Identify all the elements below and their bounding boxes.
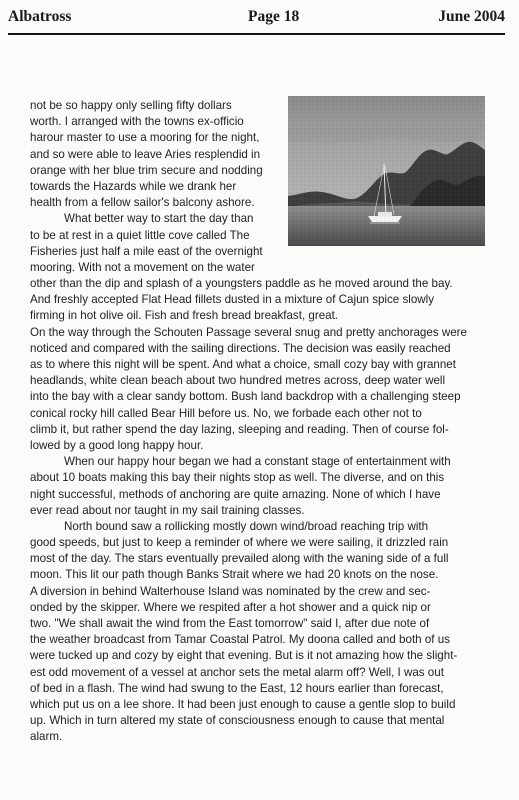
article-line: Fisheries just half a mile east of the overnight xyxy=(30,244,263,258)
article-line: onded by the skipper. Where we respited after a hot shower and a quick nip or xyxy=(30,600,431,614)
article-line: night successful, methods of anchoring are quite amazing. None of which I have xyxy=(30,487,441,501)
article-line: were tucked up and cozy by eight that evening. But is it not amazing how the slight- xyxy=(30,649,458,663)
article-line: orange with her blue trim secure and nodding xyxy=(30,163,263,177)
article-line: mooring. With not a movement on the water xyxy=(30,260,255,274)
article-line: about 10 boats making this bay their nights stop as well. The diverse, and on this xyxy=(30,471,445,485)
article-line: alarm. xyxy=(30,730,63,744)
article-line: the weather broadcast from Tamar Coastal Patrol. My doona called and both of us xyxy=(30,633,450,647)
article-line: up. Which in turn altered my state of consciousness enough to cause that mental xyxy=(30,714,445,728)
page-number: Page 18 xyxy=(248,8,300,25)
article-line: headlands, white clean beach about two hundred metres across, deep water well xyxy=(30,374,446,388)
article-body xyxy=(30,98,490,746)
article-line: health from a fellow sailor's balcony ashore. xyxy=(30,196,255,210)
header-rule xyxy=(8,33,505,35)
page-header xyxy=(8,4,505,32)
article-line: firming in hot olive oil. Fish and fresh bread breakfast, great. xyxy=(30,309,339,323)
article-line: and so were able to leave Aries resplendid in xyxy=(30,147,261,161)
article-line: two. "We shall await the wind from the East tomorrow" said I, after due note of xyxy=(30,617,430,630)
article-line: to be at rest in a quiet little cove called The xyxy=(30,228,250,242)
article-line: into the bay with a clear sandy bottom. Bush land backdrop with a challenging steep xyxy=(30,390,461,404)
article-line: noticed and compared with the sailing directions. The decision was easily reached xyxy=(30,341,451,355)
article-line: other than the dip and splash of a youngsters paddle as he moved around the bay. xyxy=(30,277,453,291)
article-line: When our happy hour began we had a constant stage of entertainment with xyxy=(64,455,451,469)
article-line: And freshly accepted Flat Head fillets dusted in a mixture of Cajun spice slowly xyxy=(30,293,435,307)
article-line: not be so happy only selling fifty dollars xyxy=(30,99,232,112)
article-line: moon. This lit our path though Banks Strait where we had 20 knots on the nose. xyxy=(30,568,439,582)
article-line: most of the day. The stars eventually prevailed along with the waning side of a full xyxy=(30,552,449,566)
article-line: A diversion in behind Walterhouse Island was nominated by the crew and sec- xyxy=(30,584,431,598)
article-line: worth. I arranged with the towns ex-officio xyxy=(30,115,244,129)
article-line: climb it, but rather spend the day lazing, sleeping and reading. Then of course fol- xyxy=(30,422,449,436)
article-line: harour master to use a mooring for the night, xyxy=(30,131,260,145)
publication-title: Albatross xyxy=(8,8,72,25)
issue-date: June 2004 xyxy=(438,8,505,25)
article-line: lowed by a good long happy hour. xyxy=(30,438,204,452)
article-line: of bed in a flash. The wind had swung to the East, 12 hours earlier than forecast, xyxy=(30,681,444,695)
article-line: ever read about nor taught in my sail training classes. xyxy=(30,503,305,517)
article-line: towards the Hazards while we drank her xyxy=(30,179,237,193)
article-line: as to where this night will be spent. And what a choice, small cozy bay with grannet xyxy=(30,358,456,371)
article-line: North bound saw a rollicking mostly down wind/broad reaching trip with xyxy=(64,519,429,533)
article-line: est odd movement of a vessel at anchor sets the metal alarm off? Well, I was out xyxy=(30,665,444,679)
article-line: On the way through the Schouten Passage several snug and pretty anchorages were xyxy=(30,325,467,339)
article-line: good speeds, but just to keep a reminder of where we were sailing, it drizzled rain xyxy=(30,536,449,550)
article-line: which put us on a lee shore. It had been just enough to cause a gentle slop to build xyxy=(30,697,456,711)
article-line: What better way to start the day than xyxy=(64,212,254,226)
article-line: conical rocky hill called Bear Hill before us. No, we forbade each other not to xyxy=(30,406,422,420)
